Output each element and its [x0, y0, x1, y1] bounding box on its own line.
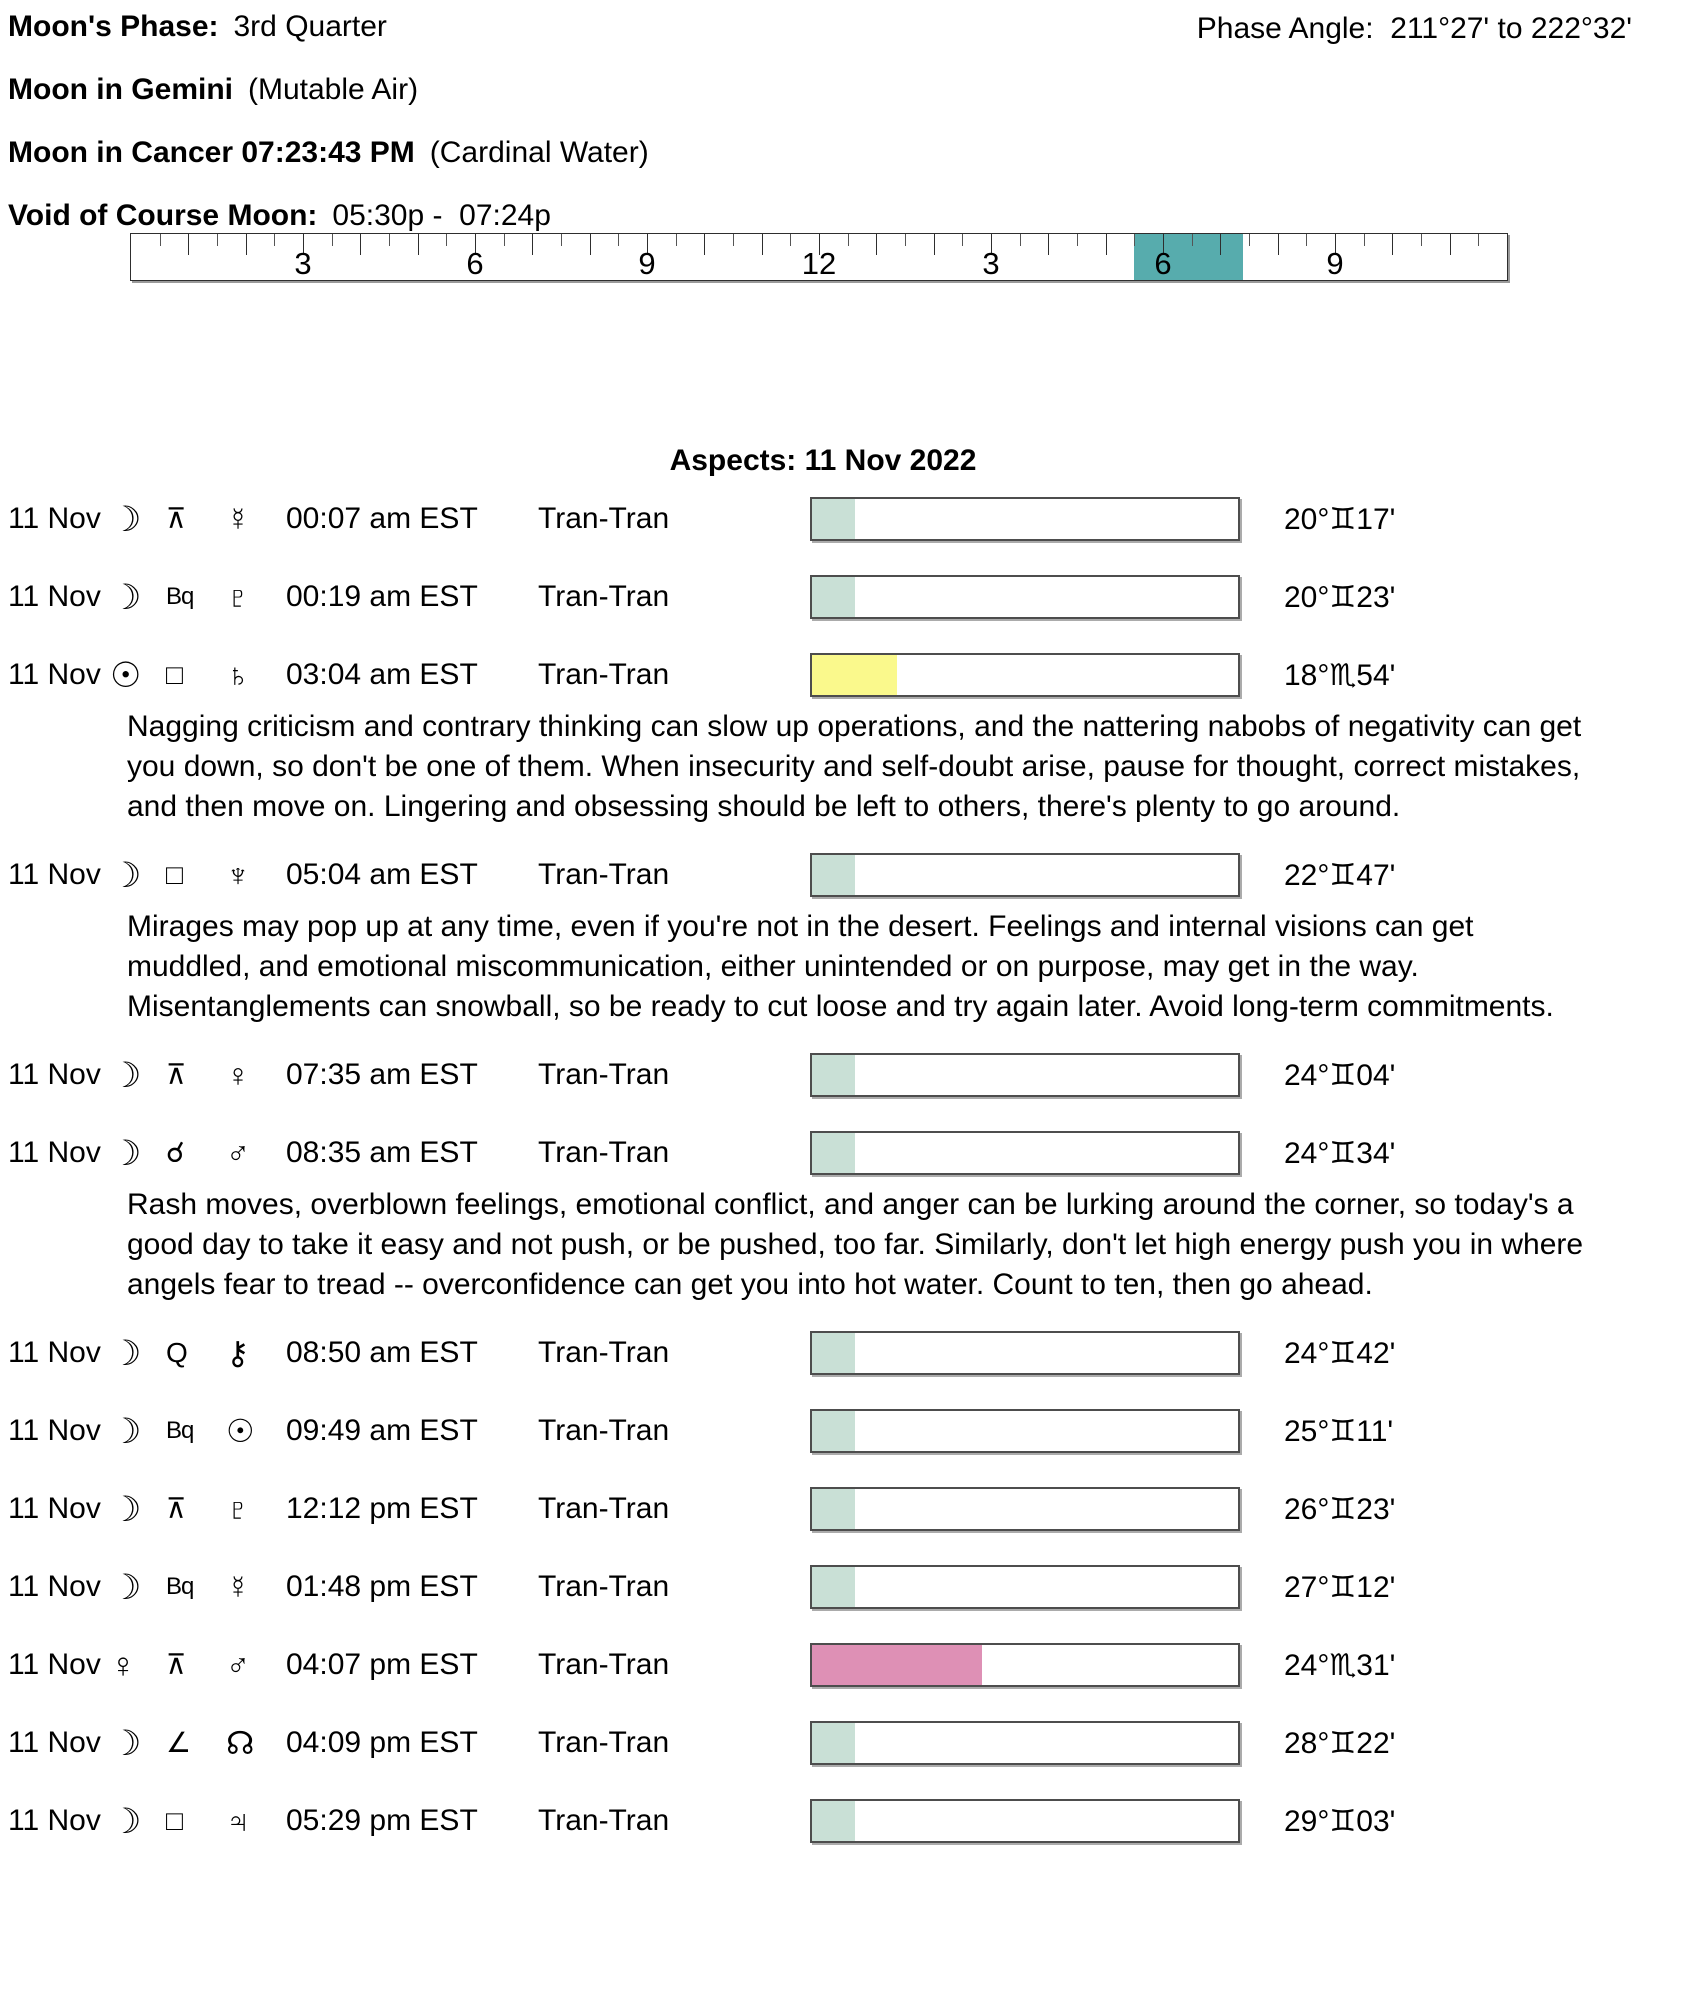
orb-progress-fill — [812, 1055, 855, 1095]
aspect-row — [8, 1485, 1688, 1533]
moon-phase-line — [8, 10, 1688, 73]
aspect-row — [8, 1563, 1688, 1611]
orb-progress-fill — [812, 655, 897, 695]
ruler-tick — [1364, 234, 1365, 246]
moon-icon: ☽ — [110, 499, 142, 539]
aspect-time: 04:09 pm EST — [286, 1726, 478, 1759]
orb-progress-bar — [810, 1053, 1240, 1097]
aspect-date: 11 Nov — [8, 1492, 101, 1525]
ruler-tick — [504, 234, 505, 246]
aspect-time: 12:12 pm EST — [286, 1492, 478, 1525]
aspect-time: 00:07 am EST — [286, 502, 478, 535]
moon-icon: ☽ — [110, 1723, 142, 1763]
orb-progress-fill — [812, 1133, 855, 1173]
ruler-tick — [1106, 234, 1107, 255]
ruler-tick — [1392, 234, 1393, 255]
ruler-tick — [1134, 234, 1135, 246]
orb-progress-fill — [812, 1489, 855, 1529]
ruler-hour-label: 6 — [466, 246, 484, 281]
aspect-position: 24°♊34' — [1284, 1136, 1396, 1170]
aspect-row — [8, 1129, 1688, 1177]
aspect-row — [8, 1407, 1688, 1455]
ruler-tick — [274, 234, 275, 246]
orb-progress-fill — [812, 1645, 982, 1685]
biquintile-icon: Bq — [166, 1573, 194, 1600]
aspect-time: 07:35 am EST — [286, 1058, 478, 1091]
orb-progress-bar — [810, 653, 1240, 697]
aspect-position: 24°♏31' — [1284, 1648, 1396, 1682]
sun-icon: ☉ — [226, 1413, 255, 1449]
ruler-tick — [1249, 234, 1250, 246]
orb-progress-fill — [812, 1567, 855, 1607]
aspect-position: 29°♊03' — [1284, 1804, 1396, 1838]
moon-ingress-line — [8, 136, 1688, 199]
ruler-tick — [160, 234, 161, 246]
moon-icon: ☽ — [110, 1333, 142, 1373]
aspect-type: Tran-Tran — [538, 658, 670, 691]
ruler-tick — [1220, 234, 1221, 255]
moon-icon: ☽ — [110, 577, 142, 617]
moon-sign-note: (Mutable Air) — [248, 73, 419, 106]
moon-icon: ☽ — [110, 1133, 142, 1173]
aspect-time: 05:04 am EST — [286, 858, 478, 891]
ruler-tick — [446, 234, 447, 246]
moon-icon: ☽ — [110, 1055, 142, 1095]
aspect-type: Tran-Tran — [538, 502, 670, 535]
aspect-rows — [8, 495, 1688, 1845]
aspect-type: Tran-Tran — [538, 580, 670, 613]
orb-progress-fill — [812, 1411, 855, 1451]
aspect-row — [8, 573, 1688, 621]
ruler-tick — [848, 234, 849, 246]
ruler-hour-label: 3 — [982, 246, 1000, 281]
ruler-tick — [188, 234, 189, 255]
ruler-tick — [1192, 234, 1193, 246]
moon-sign-line — [8, 73, 1688, 136]
orb-progress-fill — [812, 1333, 855, 1373]
aspect-date: 11 Nov — [8, 858, 101, 891]
ruler-hour-label: 6 — [1154, 246, 1172, 281]
biquintile-icon: Bq — [166, 583, 194, 610]
orb-progress-bar — [810, 1131, 1240, 1175]
aspect-date: 11 Nov — [8, 1336, 101, 1369]
ruler-hour-label: 9 — [1326, 246, 1344, 281]
aspect-row — [8, 1719, 1688, 1767]
ruler-hour-label: 12 — [801, 246, 837, 281]
aspect-position: 20°♊23' — [1284, 580, 1396, 614]
orb-progress-fill — [812, 855, 855, 895]
aspect-date: 11 Nov — [8, 1136, 101, 1169]
aspect-type: Tran-Tran — [538, 1136, 670, 1169]
orb-progress-bar — [810, 853, 1240, 897]
voc-highlight — [1134, 234, 1243, 280]
aspect-time: 05:29 pm EST — [286, 1804, 478, 1837]
aspect-position: 18°♏54' — [1284, 658, 1396, 692]
ruler-tick — [618, 234, 619, 246]
aspect-position: 24°♊42' — [1284, 1336, 1396, 1370]
aspect-position: 25°♊11' — [1284, 1414, 1394, 1448]
moon-ingress-note: (Cardinal Water) — [429, 136, 649, 169]
orb-progress-bar — [810, 1409, 1240, 1453]
orb-progress-fill — [812, 1801, 855, 1841]
orb-progress-bar — [810, 1643, 1240, 1687]
mars-icon: ♂ — [226, 1135, 250, 1171]
square-icon: □ — [166, 659, 183, 690]
quintile-icon: Q — [166, 1337, 188, 1368]
aspect-date: 11 Nov — [8, 1804, 101, 1837]
aspect-time: 08:50 am EST — [286, 1336, 478, 1369]
aspect-date: 11 Nov — [8, 1058, 101, 1091]
aspect-date: 11 Nov — [8, 1726, 101, 1759]
mars-icon: ♂ — [226, 1647, 250, 1683]
orb-progress-fill — [812, 577, 855, 617]
aspect-row — [8, 495, 1688, 543]
aspect-position: 22°♊47' — [1284, 858, 1396, 892]
aspect-date: 11 Nov — [8, 1414, 101, 1447]
aspect-type: Tran-Tran — [538, 1804, 670, 1837]
aspect-position: 24°♊04' — [1284, 1058, 1396, 1092]
ruler-tick — [905, 234, 906, 246]
void-of-course-value: 05:30p - 07:24p — [332, 199, 551, 232]
pluto-icon: ♇ — [226, 579, 250, 615]
ruler-tick — [332, 234, 333, 246]
aspect-type: Tran-Tran — [538, 1570, 670, 1603]
ruler-tick — [762, 234, 763, 255]
aspect-time: 00:19 am EST — [286, 580, 478, 613]
aspect-date: 11 Nov — [8, 1570, 101, 1603]
venus-icon: ♀ — [226, 1057, 250, 1093]
ruler-tick — [704, 234, 705, 255]
ruler-tick — [1478, 234, 1479, 246]
void-of-course-line — [8, 199, 1688, 233]
aspect-type: Tran-Tran — [538, 1336, 670, 1369]
ruler-tick — [561, 234, 562, 246]
ruler-hour-label: 9 — [638, 246, 656, 281]
ruler-tick — [1278, 234, 1279, 255]
ruler-tick — [590, 234, 591, 255]
moon-sign-label: Moon in Gemini — [8, 73, 233, 106]
orb-progress-bar — [810, 1331, 1240, 1375]
voc-ruler — [130, 233, 1508, 281]
aspect-row — [8, 851, 1688, 899]
aspect-type: Tran-Tran — [538, 1058, 670, 1091]
aspect-position: 28°♊22' — [1284, 1726, 1396, 1760]
aspect-date: 11 Nov — [8, 502, 101, 535]
aspect-time: 03:04 am EST — [286, 658, 478, 691]
orb-progress-bar — [810, 1565, 1240, 1609]
ruler-tick — [360, 234, 361, 255]
ruler-tick — [934, 234, 935, 255]
neptune-icon: ♆ — [226, 857, 250, 893]
moon-icon: ☽ — [110, 1567, 142, 1607]
north-node-icon: ☊ — [226, 1725, 255, 1761]
aspect-time: 01:48 pm EST — [286, 1570, 478, 1603]
biquintile-icon: Bq — [166, 1417, 194, 1444]
orb-progress-bar — [810, 1721, 1240, 1765]
moon-ingress-label: Moon in Cancer 07:23:43 PM — [8, 136, 415, 169]
jupiter-icon: ♃ — [226, 1803, 250, 1839]
quincunx-icon: ⊼ — [166, 503, 187, 534]
aspect-position: 20°♊17' — [1284, 502, 1396, 536]
aspect-note: Nagging criticism and contrary thinking can slow up operations, and the nattering nabobs of negativity can get you down, so don't be one of them. When insecurity and self-doubt arise, pause for thought, correct mistakes, and then move on. Lingering and obsessing should be left to others, there's plenty to go around. — [127, 710, 1582, 823]
quincunx-icon: ⊼ — [166, 1649, 187, 1680]
ruler-tick — [1450, 234, 1451, 255]
orb-progress-bar — [810, 575, 1240, 619]
mercury-icon: ☿ — [226, 1569, 250, 1605]
ruler-tick — [733, 234, 734, 246]
ruler-tick — [418, 234, 419, 255]
orb-progress-bar — [810, 497, 1240, 541]
quincunx-icon: ⊼ — [166, 1493, 187, 1524]
ruler-tick — [246, 234, 247, 255]
ruler-tick — [1306, 234, 1307, 246]
saturn-icon: ♄ — [226, 657, 250, 693]
ruler-tick — [676, 234, 677, 246]
ruler-tick — [876, 234, 877, 255]
semisquare-icon: ∠ — [166, 1727, 192, 1758]
ruler-tick — [962, 234, 963, 246]
aspect-row — [8, 1641, 1688, 1689]
ruler-tick — [389, 234, 390, 246]
moon-icon: ☽ — [110, 1489, 142, 1529]
mercury-icon: ☿ — [226, 501, 250, 537]
aspect-position: 26°♊23' — [1284, 1492, 1396, 1526]
venus-icon: ♀ — [110, 1645, 137, 1685]
phase-angle-text: Phase Angle: 211°27' to 222°32' — [1196, 12, 1632, 45]
conjunction-icon: ☌ — [166, 1137, 185, 1168]
chiron-icon: ⚷ — [226, 1335, 250, 1371]
aspect-type: Tran-Tran — [538, 858, 670, 891]
aspect-note: Mirages may pop up at any time, even if you're not in the desert. Feelings and internal visions can get muddled, and emotional miscommunication, either unintended or on purpose, may get in the way. Misentanglements can snowball, so be ready to cut loose and try again later. Avoid long-term commitments. — [127, 910, 1554, 1023]
orb-progress-bar — [810, 1487, 1240, 1531]
quincunx-icon: ⊼ — [166, 1059, 187, 1090]
aspect-date: 11 Nov — [8, 1648, 101, 1681]
ruler-tick — [1077, 234, 1078, 246]
ruler-tick — [1020, 234, 1021, 246]
aspect-position: 27°♊12' — [1284, 1570, 1396, 1604]
square-icon: □ — [166, 859, 183, 890]
aspect-note: Rash moves, overblown feelings, emotional conflict, and anger can be lurking around the corner, so today's a good day to take it easy and not push, or be pushed, too far. Similarly, don't let high energy push you in where angels fear to tread -- overconfidence can get you into hot water. Count to ten, then go ahead. — [127, 1188, 1584, 1301]
ruler-tick — [790, 234, 791, 246]
ruler-hour-label: 3 — [294, 246, 312, 281]
ruler-tick — [1048, 234, 1049, 255]
pluto-icon: ♇ — [226, 1491, 250, 1527]
aspect-type: Tran-Tran — [538, 1414, 670, 1447]
orb-progress-bar — [810, 1799, 1240, 1843]
ruler-tick — [532, 234, 533, 255]
aspect-row — [8, 1797, 1688, 1845]
ruler-tick — [1421, 234, 1422, 246]
aspect-type: Tran-Tran — [538, 1726, 670, 1759]
aspect-time: 08:35 am EST — [286, 1136, 478, 1169]
moon-phase-label: Moon's Phase: — [8, 10, 219, 43]
aspect-type: Tran-Tran — [538, 1492, 670, 1525]
aspect-date: 11 Nov — [8, 658, 101, 691]
aspect-time: 04:07 pm EST — [286, 1648, 478, 1681]
sun-icon: ☉ — [110, 655, 142, 695]
orb-progress-fill — [812, 499, 855, 539]
moon-icon: ☽ — [110, 1411, 142, 1451]
aspect-row — [8, 1329, 1688, 1377]
aspect-row — [8, 1051, 1688, 1099]
aspect-type: Tran-Tran — [538, 1648, 670, 1681]
moon-phase-value: 3rd Quarter — [233, 10, 387, 43]
aspect-row — [8, 651, 1688, 699]
aspect-time: 09:49 am EST — [286, 1414, 478, 1447]
moon-icon: ☽ — [110, 1801, 142, 1841]
orb-progress-fill — [812, 1723, 855, 1763]
moon-icon: ☽ — [110, 855, 142, 895]
aspects-title: Aspects: 11 Nov 2022 — [669, 444, 977, 477]
aspect-date: 11 Nov — [8, 580, 101, 613]
ruler-tick — [217, 234, 218, 246]
void-of-course-label: Void of Course Moon: — [8, 199, 318, 232]
square-icon: □ — [166, 1805, 183, 1836]
